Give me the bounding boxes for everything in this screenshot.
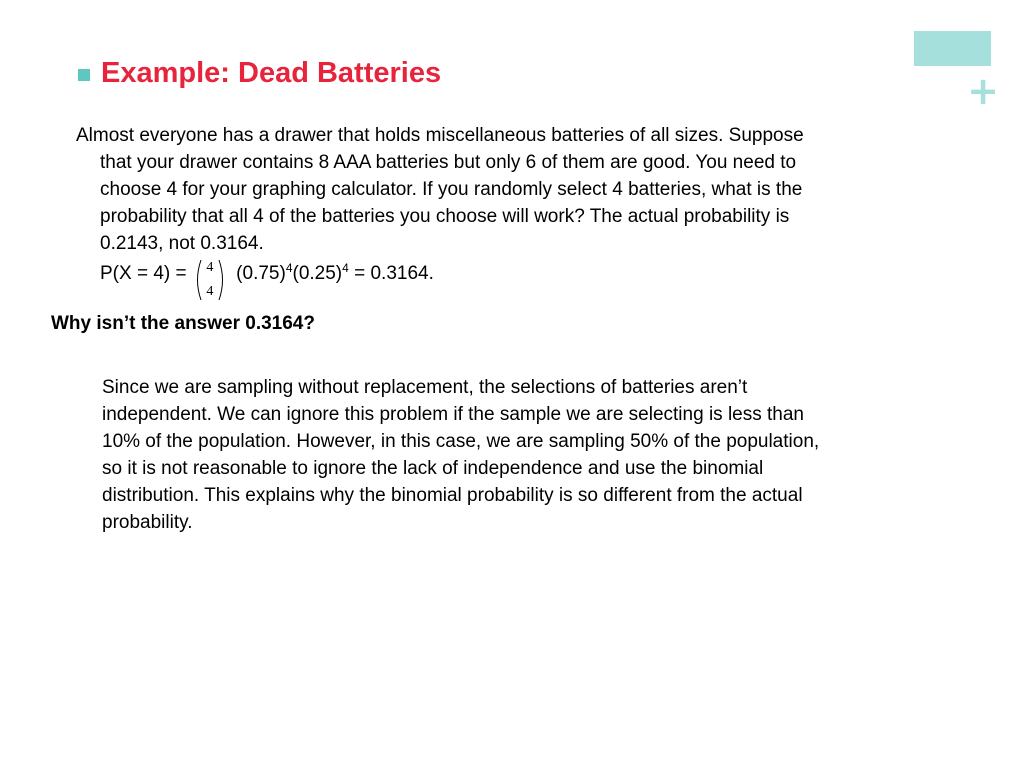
- corner-accent-block: [914, 31, 991, 66]
- binomial-k: 4: [206, 284, 214, 299]
- answer-line: probability.: [102, 512, 193, 533]
- answer-paragraph: [102, 374, 982, 536]
- slide-title-row: [78, 56, 441, 90]
- question-heading: Why isn’t the answer 0.3164?: [51, 313, 315, 334]
- slide-title: Example: Dead Batteries: [101, 57, 442, 89]
- formula-result: = 0.3164.: [348, 263, 434, 284]
- answer-line: Since we are sampling without replacement, the selections of batteries aren’t: [102, 377, 748, 398]
- square-bullet-icon: [78, 69, 90, 81]
- answer-line: 10% of the population. However, in this case, we are sampling 50% of the population,: [102, 431, 820, 452]
- problem-line: choose 4 for your graphing calculator. If you randomly select 4 batteries, what is the: [100, 179, 803, 200]
- formula-prefix: P(X = 4) =: [100, 263, 187, 284]
- binomial-n: 4: [206, 260, 214, 275]
- formula-exponent-2: 4: [342, 261, 349, 275]
- formula-base-2: (0.25): [292, 263, 343, 284]
- answer-line: distribution. This explains why the binomial probability is so different from the actual: [102, 485, 803, 506]
- formula-exponent-1: 4: [285, 261, 293, 275]
- binomial-formula: [76, 257, 986, 299]
- plus-icon: +: [967, 69, 999, 113]
- formula-base-1: (0.75): [236, 263, 286, 284]
- problem-line: probability that all 4 of the batteries you choose will work? The actual probability is: [100, 206, 790, 227]
- problem-line: Almost everyone has a drawer that holds miscellaneous batteries of all sizes. Suppose: [76, 125, 804, 146]
- problem-line: that your drawer contains 8 AAA batteries but only 6 of them are good. You need to: [100, 152, 797, 173]
- binomial-coefficient: [195, 257, 225, 303]
- problem-line: 0.2143, not 0.3164.: [100, 233, 264, 254]
- answer-line: independent. We can ignore this problem if the sample we are selecting is less than: [102, 404, 804, 425]
- problem-statement: [76, 122, 986, 299]
- answer-line: so it is not reasonable to ignore the lack of independence and use the binomial: [102, 458, 764, 479]
